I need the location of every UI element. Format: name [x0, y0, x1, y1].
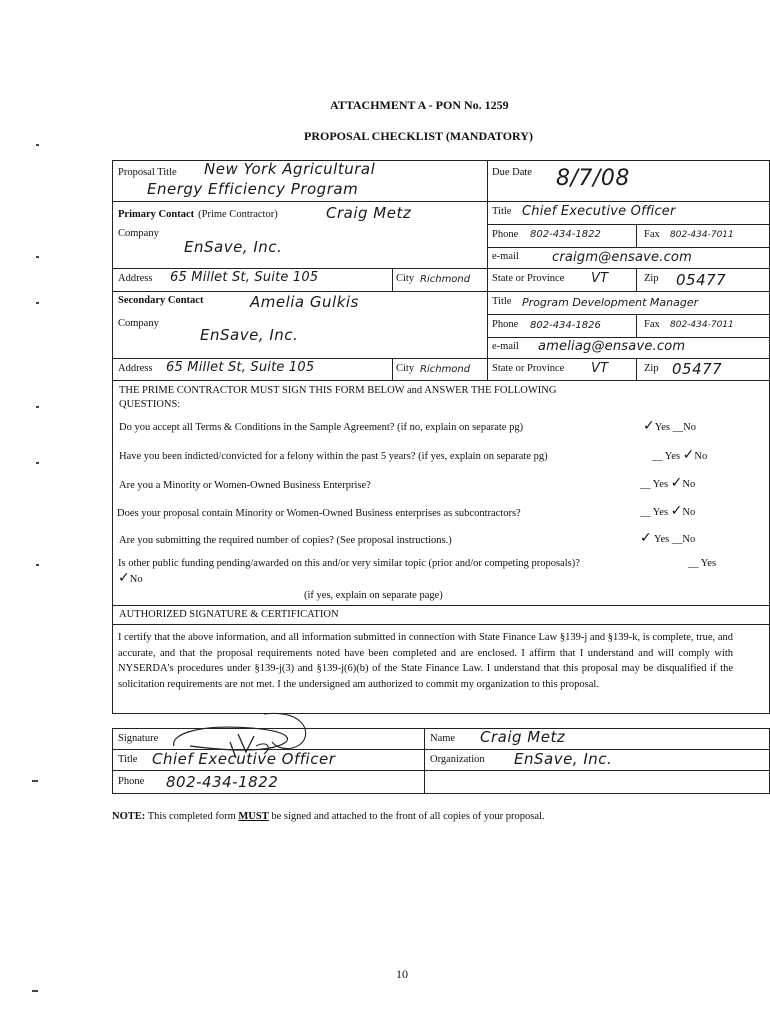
- secondary-title-label: Title: [492, 296, 512, 307]
- question-6-text: Is other public funding pending/awarded on this and/or very similar topic (prior and/or competing proposals)?: [118, 558, 580, 569]
- secondary-address-value: 65 Millet St, Suite 105: [166, 360, 315, 375]
- phone-label: Phone: [118, 776, 145, 787]
- secondary-phone-value: 802-434-1826: [530, 320, 601, 331]
- primary-zip-value: 05477: [676, 271, 727, 289]
- question-6-answer[interactable]: [118, 570, 143, 586]
- primary-phone-value: 802-434-1822: [530, 229, 601, 240]
- signature-label: Signature: [118, 733, 159, 744]
- primary-contact-label: [118, 204, 278, 222]
- question-2-no: No: [694, 451, 708, 462]
- secondary-email-label: e-mail: [492, 341, 519, 352]
- secondary-fax-value: 802-434-7011: [670, 320, 734, 330]
- due-date-label: Due Date: [492, 167, 532, 178]
- scan-speck: [32, 990, 38, 992]
- primary-contact-label-bold: Primary Contact: [118, 209, 195, 220]
- primary-address-value: 65 Millet St, Suite 105: [170, 270, 319, 285]
- check-icon: ✓: [670, 475, 683, 491]
- questions-intro-line1: THE PRIME CONTRACTOR MUST SIGN THIS FORM BELOW and ANSWER THE FOLLOWING: [119, 385, 557, 396]
- note-must: MUST: [238, 811, 269, 822]
- scan-speck: [36, 462, 39, 464]
- scan-speck: [32, 780, 38, 782]
- certification-paragraph: I certify that the above information, and all information submitted in connection with State Finance Law §139-j and §139-k, is complete, true, and accurate, and that the proposal requirements noted have been completed and are enclosed. I affirm that I understand and will comply with NYSERDA's procedures under §139-j(3) and §139-j(6)(b) of the State Finance Law. I understand that this proposal may be disqualified if the solicitation requirements are not met. I the undersigned am authorized to commit my organization to this proposal.: [118, 632, 733, 690]
- primary-fax-label: Fax: [644, 229, 660, 240]
- primary-phone-label: Phone: [492, 229, 519, 240]
- secondary-company-value: EnSave, Inc.: [200, 326, 299, 344]
- primary-company-value: EnSave, Inc.: [184, 238, 283, 256]
- primary-title-label: Title: [492, 206, 512, 217]
- check-icon: ✓: [682, 447, 695, 463]
- secondary-contact-label: Secondary Contact: [118, 295, 204, 306]
- secondary-email-value: ameliag@ensave.com: [538, 339, 686, 354]
- secondary-fax-label: Fax: [644, 319, 660, 330]
- authorization-heading: AUTHORIZED SIGNATURE & CERTIFICATION: [119, 609, 339, 620]
- primary-city-label: City: [396, 273, 415, 284]
- primary-title-value: Chief Executive Officer: [522, 204, 676, 219]
- question-5-no: No: [682, 534, 696, 545]
- primary-city-value: Richmond: [420, 274, 471, 285]
- scan-speck: [36, 406, 39, 408]
- primary-company-label: Company: [118, 228, 159, 239]
- scan-speck: [36, 302, 39, 304]
- secondary-city-value: Richmond: [420, 364, 471, 375]
- proposal-title-line1: New York Agricultural: [204, 160, 376, 178]
- question-4-answer[interactable]: __ Yes ✓No: [640, 503, 696, 519]
- primary-state-value: VT: [591, 271, 609, 286]
- attachment-heading: ATTACHMENT A - PON No. 1259: [330, 98, 509, 112]
- question-5-yes: Yes: [653, 534, 670, 545]
- primary-state-label: State or Province: [492, 273, 565, 284]
- question-6-yes-option[interactable]: __ Yes: [688, 558, 717, 569]
- proposal-title-line2: Energy Efficiency Program: [147, 180, 359, 198]
- check-icon: ✓: [643, 418, 655, 434]
- phone-value: 802-434-1822: [166, 773, 279, 791]
- question-1-yes: Yes: [654, 422, 671, 433]
- checklist-heading: PROPOSAL CHECKLIST (MANDATORY): [304, 129, 533, 143]
- secondary-state-label: State or Province: [492, 363, 565, 374]
- question-5-answer[interactable]: ✓ Yes __No: [640, 530, 696, 546]
- question-5-text: Are you submitting the required number of copies? (See proposal instructions.): [119, 535, 452, 546]
- question-3-yes: Yes: [652, 479, 669, 490]
- primary-contact-label-rest: (Prime Contractor): [198, 209, 278, 220]
- question-4-text: Does your proposal contain Minority or Women-Owned Business enterprises as subcontractors?: [117, 508, 521, 519]
- check-icon: ✓: [640, 530, 652, 546]
- scan-speck: [36, 144, 39, 146]
- secondary-zip-label: Zip: [644, 363, 659, 374]
- title-value: Chief Executive Officer: [152, 750, 336, 768]
- primary-email-value: craigm@ensave.com: [552, 250, 692, 265]
- question-2-text: Have you been indicted/convicted for a felony within the past 5 years? (if yes, explain on separate pg): [119, 451, 548, 462]
- explain-note: (if yes, explain on separate page): [304, 590, 443, 601]
- question-6-yes: Yes: [700, 558, 717, 569]
- secondary-company-label: Company: [118, 318, 159, 329]
- secondary-contact-name: Amelia Gulkis: [250, 293, 359, 311]
- note-post: be signed and attached to the front of all copies of your proposal.: [268, 811, 545, 822]
- scan-speck: [36, 564, 39, 566]
- question-2-yes: Yes: [664, 451, 681, 462]
- question-1-no: No: [683, 422, 696, 433]
- question-4-no: No: [682, 507, 696, 518]
- check-icon: ✓: [118, 570, 130, 586]
- question-3-no: No: [682, 479, 696, 490]
- primary-contact-name: Craig Metz: [326, 204, 412, 222]
- submission-note: [112, 811, 545, 822]
- question-3-answer[interactable]: __ Yes ✓No: [640, 475, 696, 491]
- check-icon: ✓: [670, 503, 683, 519]
- secondary-city-label: City: [396, 363, 415, 374]
- organization-label: Organization: [430, 754, 485, 765]
- page-number: 10: [396, 967, 408, 981]
- title-label: Title: [118, 754, 138, 765]
- question-4-yes: Yes: [652, 507, 669, 518]
- note-prefix: NOTE:: [112, 811, 146, 822]
- primary-zip-label: Zip: [644, 273, 659, 284]
- note-pre: This completed form: [145, 811, 239, 822]
- question-1-answer[interactable]: ✓Yes __No: [643, 418, 696, 434]
- secondary-phone-label: Phone: [492, 319, 519, 330]
- secondary-title-value: Program Development Manager: [522, 296, 699, 309]
- secondary-state-value: VT: [591, 361, 609, 376]
- primary-email-label: e-mail: [492, 251, 519, 262]
- question-1-text: Do you accept all Terms & Conditions in the Sample Agreement? (if no, explain on separate pg): [119, 422, 524, 433]
- primary-address-label: Address: [118, 273, 153, 284]
- question-3-text: Are you a Minority or Women-Owned Business Enterprise?: [119, 480, 371, 491]
- question-6-no: No: [129, 574, 143, 585]
- secondary-zip-value: 05477: [672, 360, 723, 378]
- primary-fax-value: 802-434-7011: [670, 230, 734, 240]
- due-date-value: 8/7/08: [556, 166, 630, 191]
- scan-speck: [36, 256, 39, 258]
- organization-value: EnSave, Inc.: [514, 750, 613, 768]
- proposal-title-label: Proposal Title: [118, 167, 177, 178]
- secondary-address-label: Address: [118, 363, 153, 374]
- questions-intro-line2: QUESTIONS:: [119, 399, 181, 410]
- name-value: Craig Metz: [480, 728, 566, 746]
- question-2-answer[interactable]: __ Yes ✓No: [652, 447, 708, 463]
- name-label: Name: [430, 733, 456, 744]
